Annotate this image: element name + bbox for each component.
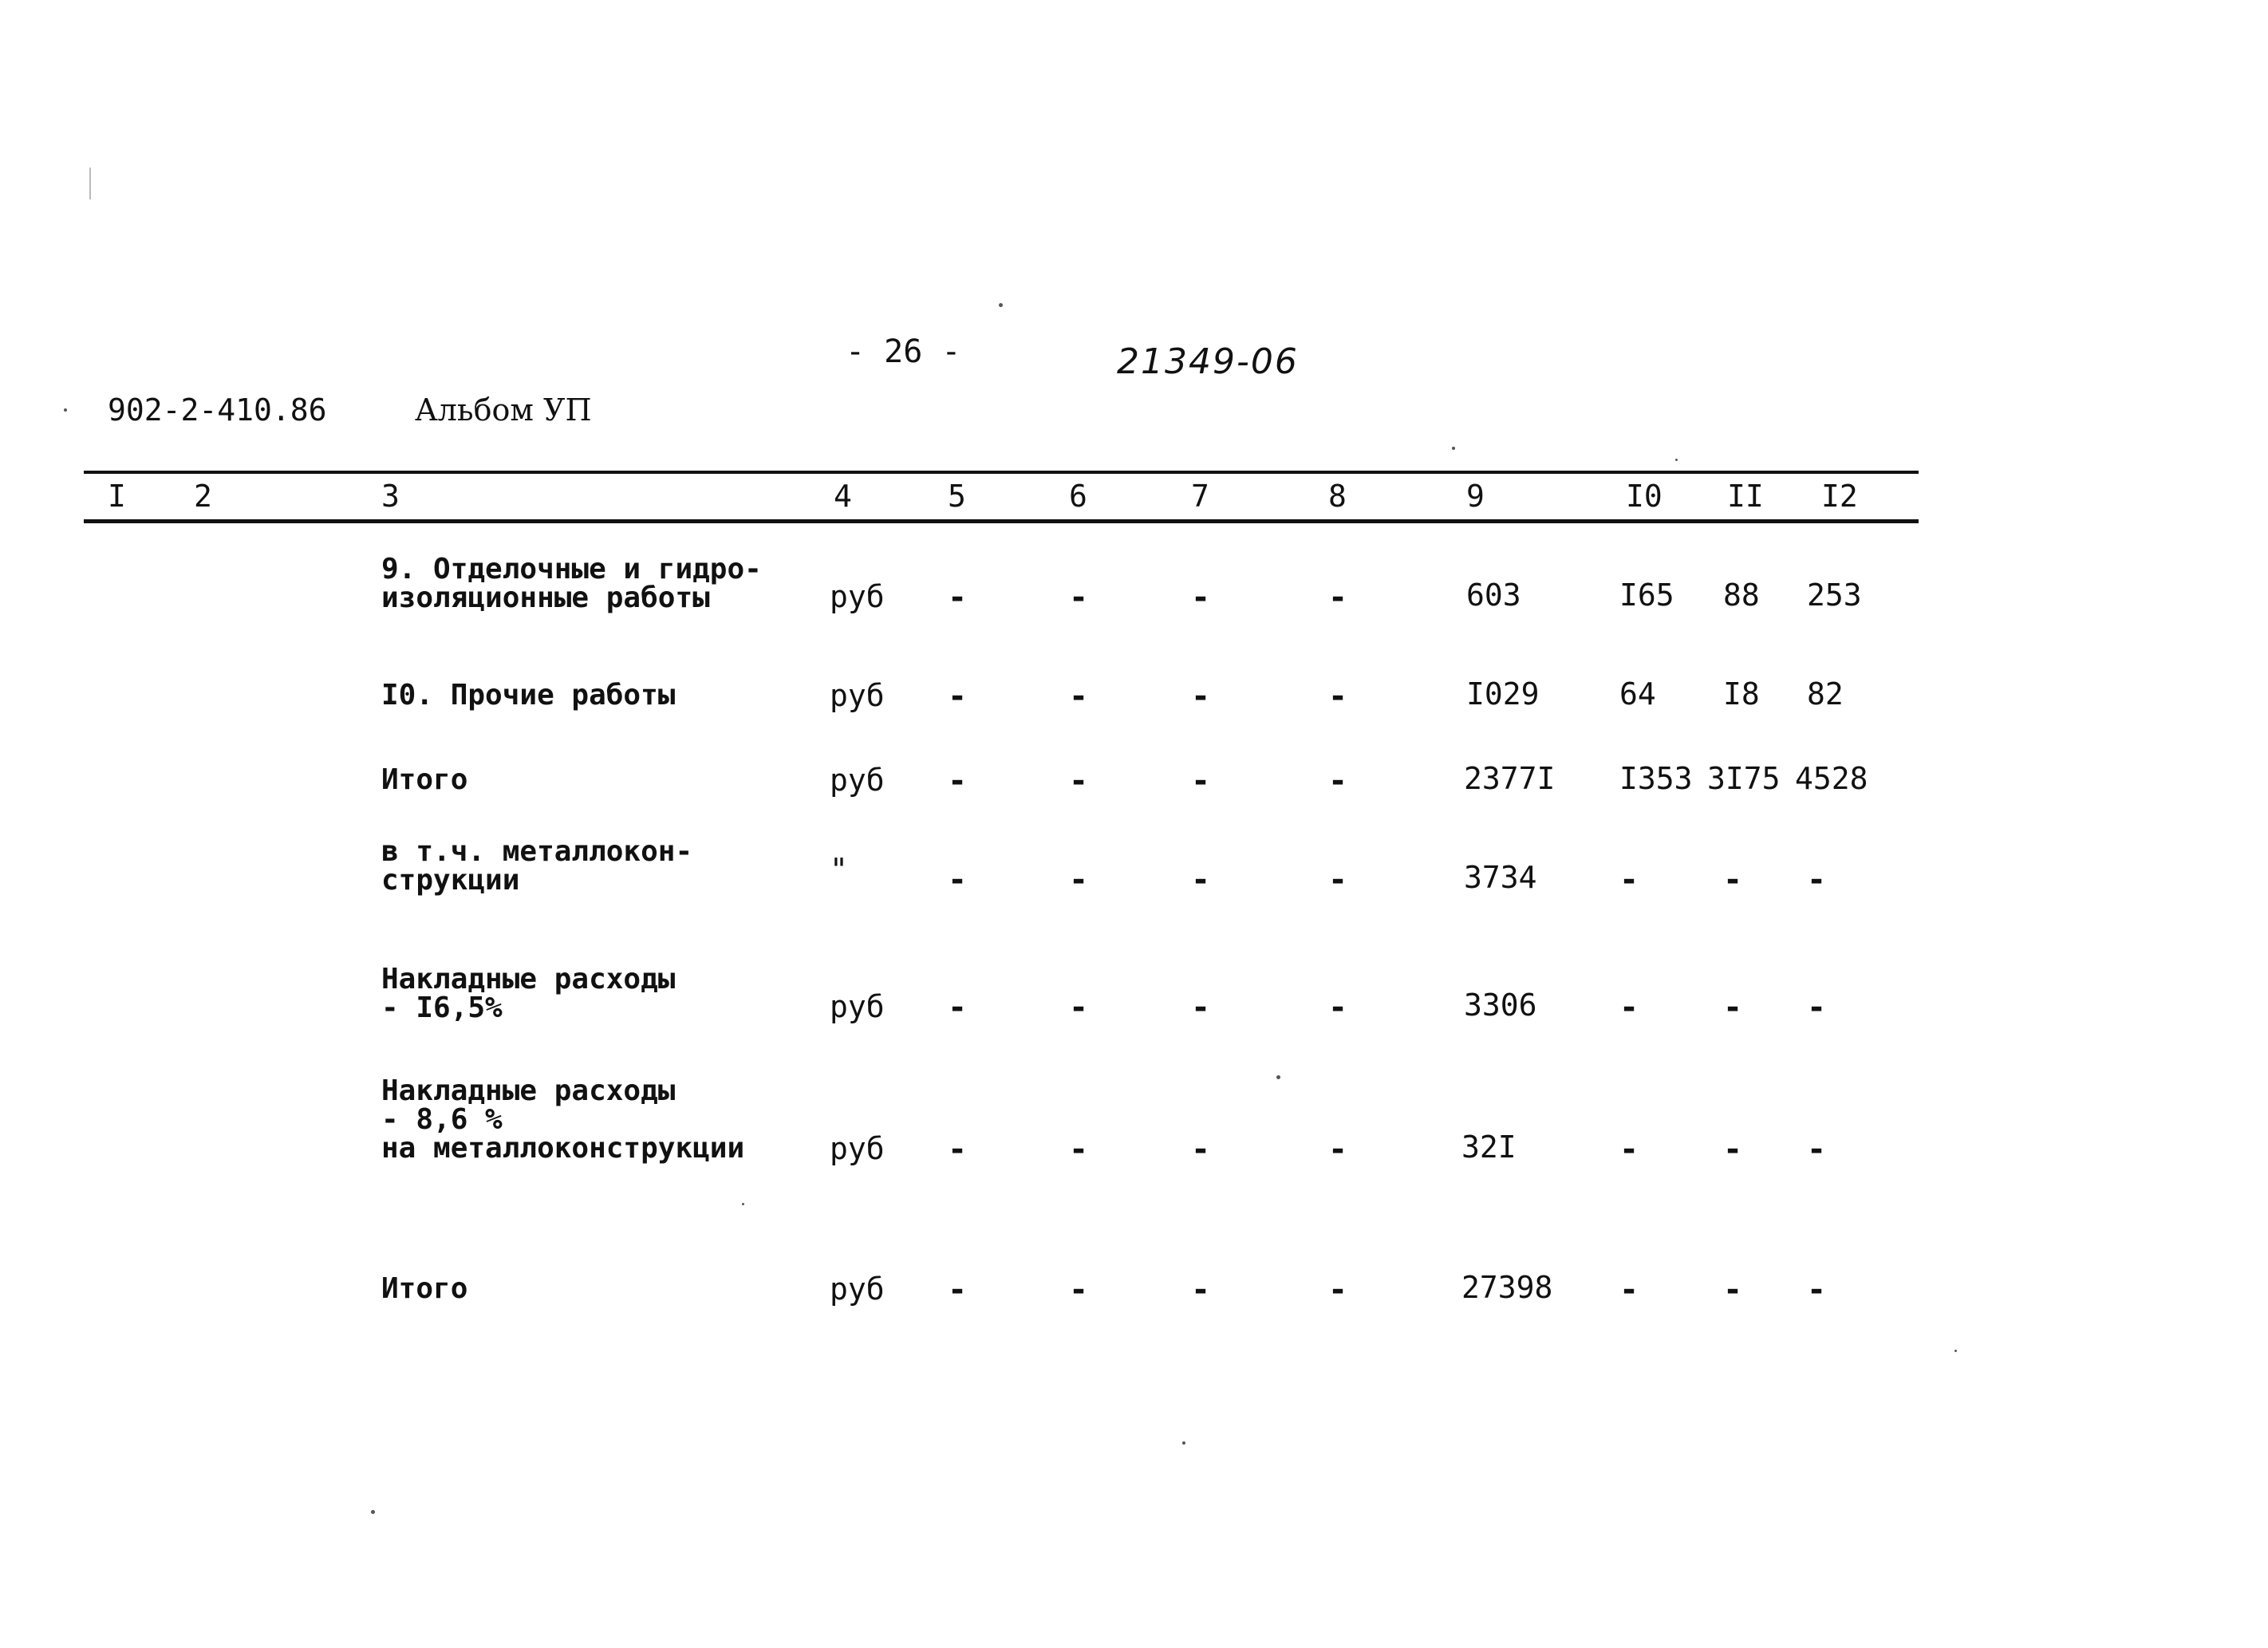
row-3-col8: -: [1328, 763, 1348, 799]
column-header-7: 7: [1191, 479, 1209, 514]
column-header-11: II: [1727, 479, 1764, 514]
row-3-col7: -: [1191, 763, 1211, 799]
row-7-unit: руб: [830, 1271, 885, 1307]
row-3-unit: руб: [830, 763, 885, 798]
scan-speck: [1954, 1350, 1957, 1352]
row-4-col7: -: [1191, 861, 1211, 898]
row-5-col6: -: [1069, 989, 1089, 1026]
table-top-rule: [84, 471, 1919, 474]
album-title: Альбом УП: [415, 392, 592, 428]
row-4-col8: -: [1328, 861, 1348, 898]
scan-speck: [1182, 1441, 1185, 1445]
row-5-col11: -: [1723, 989, 1743, 1026]
row-3-col9: 2377I: [1464, 761, 1556, 796]
row-1-col7: -: [1191, 579, 1211, 616]
row-2-col5: -: [948, 678, 968, 715]
column-header-6: 6: [1069, 479, 1087, 514]
column-header-12: I2: [1821, 479, 1858, 514]
row-4-label-line-1: в т.ч. металлокон-: [381, 835, 693, 868]
row-7-col7: -: [1191, 1271, 1211, 1308]
row-2-col8: -: [1328, 678, 1348, 715]
row-6-label-line-1: Накладные расходы: [381, 1074, 676, 1107]
column-header-9: 9: [1466, 479, 1485, 514]
row-6-col12: -: [1807, 1131, 1827, 1168]
column-header-10: I0: [1626, 479, 1663, 514]
row-2-unit: руб: [830, 678, 885, 713]
row-5-label-line-2: - I6,5%: [381, 992, 503, 1024]
row-5-col9: 3306: [1464, 988, 1537, 1023]
row-3-col11: 3I75: [1707, 761, 1781, 796]
row-2-col10: 64: [1619, 676, 1656, 712]
row-2-col9: I029: [1466, 676, 1540, 712]
row-6-col8: -: [1328, 1131, 1348, 1168]
row-7-col6: -: [1069, 1271, 1089, 1308]
column-header-8: 8: [1328, 479, 1347, 514]
row-7-col10: -: [1619, 1271, 1639, 1308]
row-7-col5: -: [948, 1271, 968, 1308]
row-7-col8: -: [1328, 1271, 1348, 1308]
row-6-col10: -: [1619, 1131, 1639, 1168]
row-6-unit: руб: [830, 1131, 885, 1166]
row-2-label-line-1: I0. Прочие работы: [381, 679, 676, 712]
page-number: - 26 -: [846, 333, 961, 370]
row-6-col6: -: [1069, 1131, 1089, 1168]
row-2-col6: -: [1069, 678, 1089, 715]
row-6-col5: -: [948, 1131, 968, 1168]
row-4-unit: ": [830, 852, 848, 887]
row-5-col10: -: [1619, 989, 1639, 1026]
row-7-col11: -: [1723, 1271, 1743, 1308]
row-5-col5: -: [948, 989, 968, 1026]
row-6-col9: 32I: [1461, 1130, 1517, 1165]
row-3-col10: I353: [1619, 761, 1693, 796]
row-2-col12: 82: [1807, 676, 1844, 712]
row-1-col9: 603: [1466, 578, 1521, 613]
row-5-label-line-1: Накладные расходы: [381, 963, 676, 996]
scan-speck: [64, 408, 67, 412]
row-2-col11: I8: [1723, 676, 1760, 712]
row-1-col5: -: [948, 579, 968, 616]
row-5-col7: -: [1191, 989, 1211, 1026]
column-header-1: I: [108, 479, 126, 514]
row-1-label-line-1: 9. Отделочные и гидро-: [381, 553, 762, 585]
scan-mark: [89, 168, 91, 199]
column-header-4: 4: [834, 479, 852, 514]
scan-speck: [1276, 1075, 1280, 1079]
row-1-col10: I65: [1619, 578, 1674, 613]
column-header-3: 3: [381, 479, 400, 514]
table-header-rule: [84, 519, 1919, 523]
row-5-unit: руб: [830, 989, 885, 1024]
scan-speck: [371, 1510, 375, 1514]
row-4-col5: -: [948, 861, 968, 898]
row-5-col12: -: [1807, 989, 1827, 1026]
row-4-col10: -: [1619, 861, 1639, 898]
scan-speck: [1452, 447, 1455, 450]
scan-speck: [999, 303, 1003, 307]
row-4-col6: -: [1069, 861, 1089, 898]
row-1-col6: -: [1069, 579, 1089, 616]
document-code: 902-2-410.86: [108, 392, 327, 428]
row-6-label-line-3: на металлоконструкции: [381, 1132, 745, 1165]
row-5-col8: -: [1328, 989, 1348, 1026]
row-3-col5: -: [948, 763, 968, 799]
row-3-label-line-1: Итого: [381, 763, 468, 796]
scan-speck: [742, 1203, 744, 1205]
row-6-col7: -: [1191, 1131, 1211, 1168]
row-1-unit: руб: [830, 579, 885, 614]
row-7-col12: -: [1807, 1271, 1827, 1308]
row-1-col11: 88: [1723, 578, 1760, 613]
row-4-col11: -: [1723, 861, 1743, 898]
row-4-col12: -: [1807, 861, 1827, 898]
row-6-label-line-2: - 8,6 %: [381, 1103, 503, 1136]
row-3-col6: -: [1069, 763, 1089, 799]
row-7-col9: 27398: [1461, 1270, 1553, 1305]
row-1-col12: 253: [1807, 578, 1862, 613]
row-6-col11: -: [1723, 1131, 1743, 1168]
row-1-col8: -: [1328, 579, 1348, 616]
row-2-col7: -: [1191, 678, 1211, 715]
row-3-col12: 4528: [1795, 761, 1868, 796]
row-4-col9: 3734: [1464, 860, 1537, 895]
row-4-label-line-2: струкции: [381, 864, 520, 897]
archive-number: 21349-06: [1117, 341, 1299, 382]
row-7-label-line-1: Итого: [381, 1272, 468, 1305]
column-header-2: 2: [194, 479, 212, 514]
scan-speck: [1675, 459, 1678, 461]
row-1-label-line-2: изоляционные работы: [381, 582, 710, 614]
column-header-5: 5: [948, 479, 966, 514]
